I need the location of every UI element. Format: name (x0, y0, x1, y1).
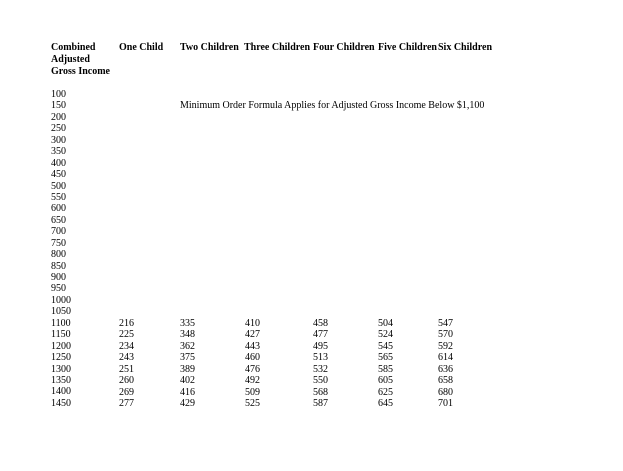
two-children-column (180, 318, 195, 410)
income-level: 1350 (51, 374, 71, 386)
income-level: 750 (51, 237, 66, 249)
table-cell: 277 (119, 398, 134, 410)
income-level: 500 (51, 180, 66, 192)
income-column-header (51, 42, 115, 78)
table-cell: 605 (378, 375, 393, 387)
income-header-line-1: Combined (51, 42, 96, 53)
income-level: 650 (51, 214, 66, 226)
table-cell: 362 (180, 340, 195, 352)
five-children-column (378, 318, 393, 410)
table-cell: 260 (119, 375, 134, 387)
table-cell: 429 (180, 398, 195, 410)
table-cell: 389 (180, 363, 195, 375)
income-level: 950 (51, 283, 66, 295)
table-cell: 225 (119, 329, 134, 341)
table-cell: 625 (378, 386, 393, 398)
one-child-column (119, 318, 134, 410)
table-cell: 348 (180, 329, 195, 341)
income-level: 250 (51, 123, 66, 135)
table-cell: 216 (119, 318, 134, 329)
income-level: 800 (51, 249, 66, 261)
table-cell: 243 (119, 352, 134, 364)
income-level: 200 (51, 111, 66, 123)
income-level: 1150 (51, 329, 71, 341)
income-header-line-2: Adjusted (51, 54, 90, 65)
table-cell: 477 (313, 329, 328, 341)
table-cell: 476 (245, 363, 260, 375)
six-children-column (438, 318, 453, 410)
table-cell: 458 (313, 318, 328, 329)
income-header-line-3: Gross Income (51, 66, 110, 77)
income-level: 600 (51, 203, 66, 215)
income-level: 1400 (51, 386, 71, 398)
table-cell: 658 (438, 375, 453, 387)
income-level: 400 (51, 157, 66, 169)
table-cell: 568 (313, 386, 328, 398)
three-children-column (245, 318, 260, 410)
table-cell: 410 (245, 318, 260, 329)
table-cell: 460 (245, 352, 260, 364)
table-cell: 636 (438, 363, 453, 375)
table-cell: 234 (119, 340, 134, 352)
income-level: 1100 (51, 317, 71, 329)
table-cell: 402 (180, 375, 195, 387)
one-child-header: One Child (119, 42, 164, 53)
income-level: 1300 (51, 363, 71, 375)
table-cell: 547 (438, 318, 453, 329)
three-children-header: Three Children (244, 42, 311, 53)
table-cell: 509 (245, 386, 260, 398)
table-cell: 645 (378, 398, 393, 410)
four-children-column (313, 318, 328, 410)
income-level: 900 (51, 272, 66, 283)
income-level: 150 (51, 100, 66, 112)
income-level: 1050 (51, 306, 71, 318)
table-cell: 251 (119, 363, 134, 375)
table-cell: 427 (245, 329, 260, 341)
table-cell: 335 (180, 318, 195, 329)
table-cell: 524 (378, 329, 393, 341)
table-cell: 492 (245, 375, 260, 387)
table-cell: 443 (245, 340, 260, 352)
income-level: 450 (51, 169, 66, 181)
income-level: 300 (51, 134, 66, 146)
two-children-header: Two Children (180, 42, 239, 53)
table-cell: 565 (378, 352, 393, 364)
income-level: 1450 (51, 397, 71, 409)
four-children-header: Four Children (313, 42, 375, 53)
table-cell: 545 (378, 340, 393, 352)
table-cell: 680 (438, 386, 453, 398)
income-levels-column (51, 89, 71, 409)
minimum-order-note: Minimum Order Formula Applies for Adjusted Gross Income Below $1,100 (180, 100, 485, 111)
income-level: 100 (51, 89, 66, 100)
table-cell: 513 (313, 352, 328, 364)
five-children-header: Five Children (378, 42, 437, 53)
income-level: 1250 (51, 352, 71, 364)
table-cell: 532 (313, 363, 328, 375)
income-level: 850 (51, 260, 66, 272)
table-cell: 495 (313, 340, 328, 352)
table-cell: 585 (378, 363, 393, 375)
income-level: 350 (51, 146, 66, 158)
income-level: 1000 (51, 294, 71, 306)
income-level: 1200 (51, 340, 71, 352)
table-cell: 525 (245, 398, 260, 410)
table-cell: 570 (438, 329, 453, 341)
table-cell: 416 (180, 386, 195, 398)
table-cell: 375 (180, 352, 195, 364)
income-level: 550 (51, 191, 66, 203)
table-cell: 550 (313, 375, 328, 387)
table-cell: 587 (313, 398, 328, 410)
table-cell: 592 (438, 340, 453, 352)
table-cell: 269 (119, 386, 134, 398)
six-children-header: Six Children (438, 42, 492, 53)
income-level: 700 (51, 226, 66, 238)
table-cell: 614 (438, 352, 453, 364)
table-cell: 504 (378, 318, 393, 329)
table-cell: 701 (438, 398, 453, 410)
